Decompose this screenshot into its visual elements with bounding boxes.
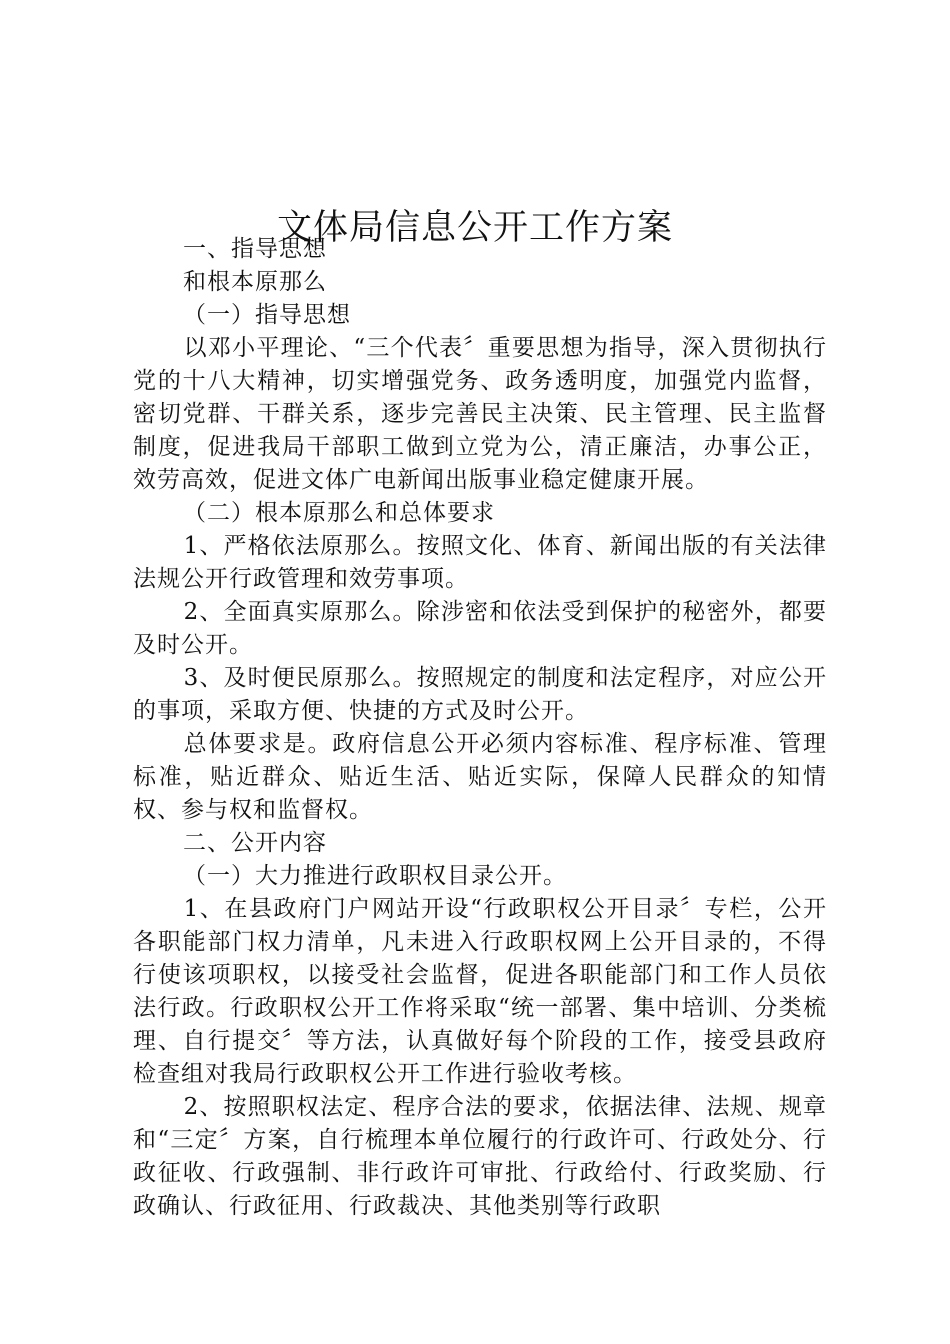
paragraph: 1、在县政府门户网站开设“行政职权公开目录〞专栏，公开各职能部门权力清单，凡未进入行政职权网上公开目录的，不得行使该项职权，以接受社会监督，促进各职能部门和工作人员依法行政。行政职权公开工作将采取“统一部署、集中培训、分类梳理、自行提交〞等方法，认真做好每个阶段的工作，接受县政府检查组对我局行政职权公开工作进行验收考核。 [133, 896, 827, 1087]
paragraph: 3、及时便民原那么。按照规定的制度和法定程序，对应公开的事项，采取方便、快捷的方式及时公开。 [133, 665, 827, 724]
paragraph: 总体要求是。政府信息公开必须内容标准、程序标准、管理标准，贴近群众、贴近生活、贴近实际，保障人民群众的知情权、参与权和监督权。 [133, 731, 827, 823]
subsection-heading: （一）大力推进行政职权目录公开。 [183, 863, 567, 889]
section-heading: 二、公开内容 [183, 830, 327, 856]
subsection-heading: （二）根本原那么和总体要求 [183, 500, 495, 526]
section-heading: 和根本原那么 [183, 269, 327, 295]
subsection-heading: （一）指导思想 [183, 302, 351, 328]
paragraph: 2、全面真实原那么。除涉密和依法受到保护的秘密外，都要及时公开。 [133, 599, 827, 658]
document-body [133, 233, 827, 1223]
paragraph: 以邓小平理论、“三个代表〞重要思想为指导，深入贯彻执行党的十八大精神，切实增强党务、政务透明度，加强党内监督，密切党群、干群关系，逐步完善民主决策、民主管理、民主监督制度，促进我局干部职工做到立党为公，清正廉洁，办事公正，效劳高效，促进文体广电新闻出版事业稳定健康开展。 [133, 335, 827, 493]
document-title: 文体局信息公开工作方案 [276, 208, 673, 249]
paragraph: 1、严格依法原那么。按照文化、体育、新闻出版的有关法律法规公开行政管理和效劳事项。 [133, 533, 827, 592]
section-heading: 一、指导思想 [183, 236, 327, 262]
paragraph: 2、按照职权法定、程序合法的要求，依据法律、法规、规章和“三定〞方案，自行梳理本单位履行的行政许可、行政处分、行政征收、行政强制、非行政许可审批、行政给付、行政奖励、行政确认、行政征用、行政裁决、其他类别等行政职 [133, 1094, 827, 1219]
